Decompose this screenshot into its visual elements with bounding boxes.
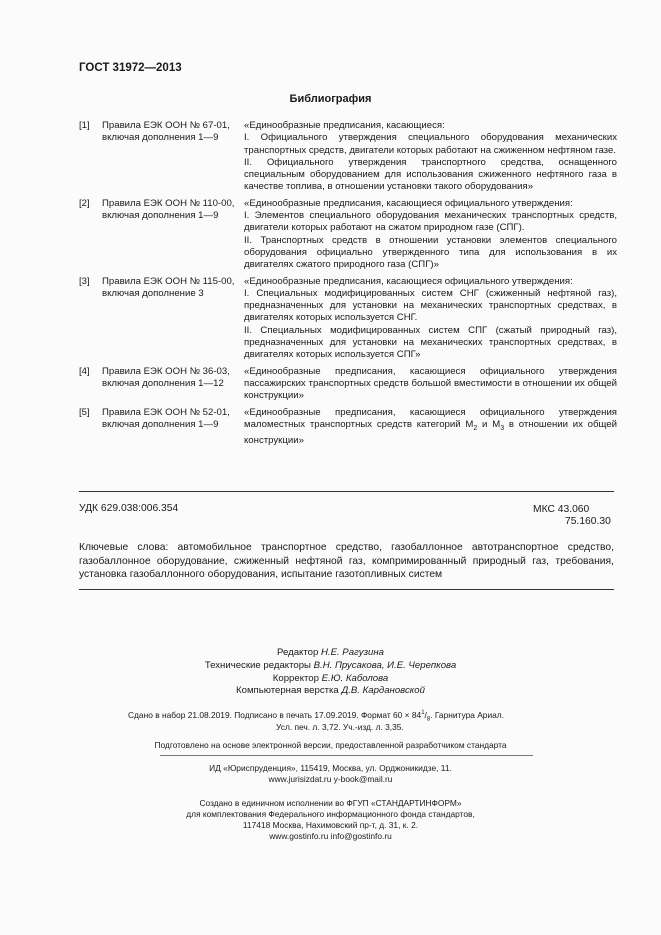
mks-code-2: 75.160.30 [565,516,611,527]
entry-description: «Единообразные предписания, касающиеся официального утверждения маломестных транспортных средств категорий $M_2$ и $M_3$ в отношении их общей конструкции» [244,406,617,447]
entry-source: Правила ЕЭК ООН № 36-03, включая дополнения 1—12 [102,365,230,389]
entry-source: Правила ЕЭК ООН № 115-00, включая дополнение 3 [102,275,235,299]
entry-description [244,120,617,194]
bibliography-entry [79,366,617,403]
udk-code: УДК 629.038:006.354 [79,503,179,514]
credits [0,647,661,698]
entry-paragraph: II. Официального утверждения транспортного средства, оснащенного специальным оборудованием для использования сжиженного нефтяного газа в качестве топлива, в отношении установки такого оборудования» [244,156,617,193]
entry-number: [1] [79,120,90,131]
entry-paragraph: «Единообразные предписания, касающиеся: [244,120,445,131]
credit-role: Корректор [272,672,322,684]
divider [160,755,533,756]
credit-role: Редактор [277,647,321,658]
credit-line [0,660,661,673]
entry-paragraph: I. Элементов специального оборудования механических транспортных средств, двигатели которых работают на сжатом природном газе (СПГ). [244,210,617,234]
section-title: Библиография [289,93,372,105]
credit-line [0,685,661,698]
entry-source: Правила ЕЭК ООН № 110-00, включая дополнения 1—9 [102,197,235,222]
bibliography-entry [79,120,617,194]
entry-description [244,276,617,362]
entry-paragraph: «Единообразные предписания, касающиеся официального утверждения пассажирских транспортных средств большой вместимости в отношении их общей конструкции» [244,365,617,402]
mks-code-1: МКС 43.060 [533,504,590,515]
publisher-info: ИД «Юриспруденция», 115419, Москва, ул. Орджоникидзе, 11. www.jurisizdat.ru y-book@mail.ru [209,763,452,784]
credit-role: Технические редакторы [204,659,314,671]
created-info: Создано в единичном исполнении во ФГУП «СТАНДАРТИНФОРМ» для комплектования Федерального информационного фонда стандартов, 117418 Москва, Нахимовский пр-т, д. 31, к. 2. www.gostinfo.ru info@gostinfo.ru [186,798,475,841]
credit-line [0,673,661,686]
entry-paragraph: I. Официального утверждения специального оборудования механических транспортных средств, двигатели которых работают на сжиженном нефтяном газе. [244,132,617,156]
credit-role: Компьютерная верстка [236,685,342,697]
bibliography-entry [79,276,617,362]
entry-source: Правила ЕЭК ООН № 67-01, включая дополнения 1—9 [102,120,230,144]
entry-number: [4] [79,365,90,377]
entry-paragraph: «Единообразные предписания, касающиеся официального утверждения: [244,197,573,209]
divider [79,589,614,590]
keywords: Ключевые слова: автомобильное транспортное средство, газобаллонное автотранспортное средство, газобаллонное оборудование, сжиженный нефтяной газ, компримированный природный газ, требования, установка газобаллонного оборудования, испытание газотопливных систем [79,542,614,580]
entry-source: Правила ЕЭК ООН № 52-01, включая дополнения 1—9 [102,406,230,430]
entry-paragraph: I. Специальных модифицированных систем СНГ (сжиженный нефтяной газ), предназначенных для установки на механических транспортных средствах, в двигателях которых используется СНГ. [244,287,617,324]
bibliography-entry [79,198,617,272]
credit-name: В.Н. Прусакова, И.Е. Черепкова [313,659,457,671]
entry-paragraph: «Единообразные предписания, касающиеся официального утверждения: [244,275,573,287]
credit-name: Н.Е. Рагузина [320,647,384,658]
document-code: ГОСТ 31972—2013 [79,62,182,74]
entry-description [244,198,617,272]
credit-line [0,647,661,660]
divider [79,491,614,492]
entry-number: [5] [79,406,90,418]
bibliography-list [79,120,617,451]
bibliography-entry [79,407,617,448]
credit-name: Е.Ю. Каболова [321,672,389,684]
entry-number: [3] [79,275,90,287]
prepared-note: Подготовлено на основе электронной версии, предоставленной разработчиком стандарта [154,740,507,750]
credit-name: Д.В. Кардановской [341,685,425,697]
entry-paragraph: II. Специальных модифицированных систем СПГ (сжатый природный газ), предназначенных для установки на механических транспортных средствах, в двигателях которых используется СПГ» [244,324,617,361]
print-details-2: Усл. печ. л. 3,72. Уч.-изд. л. 3,35. [276,722,404,732]
entry-number: [2] [79,197,90,209]
entry-paragraph: II. Транспортных средств в отношении установки элементов специального оборудования официально утвержденного типа для использования в их двигателях сжатого природного газа (СПГ)» [244,234,617,271]
entry-description [244,366,617,403]
print-details: Сдано в набор 21.08.2019. Подписано в печать 17.09.2019. Формат $60 \times 84^1/_8$. Гарнитура Ариал. [128,710,505,723]
